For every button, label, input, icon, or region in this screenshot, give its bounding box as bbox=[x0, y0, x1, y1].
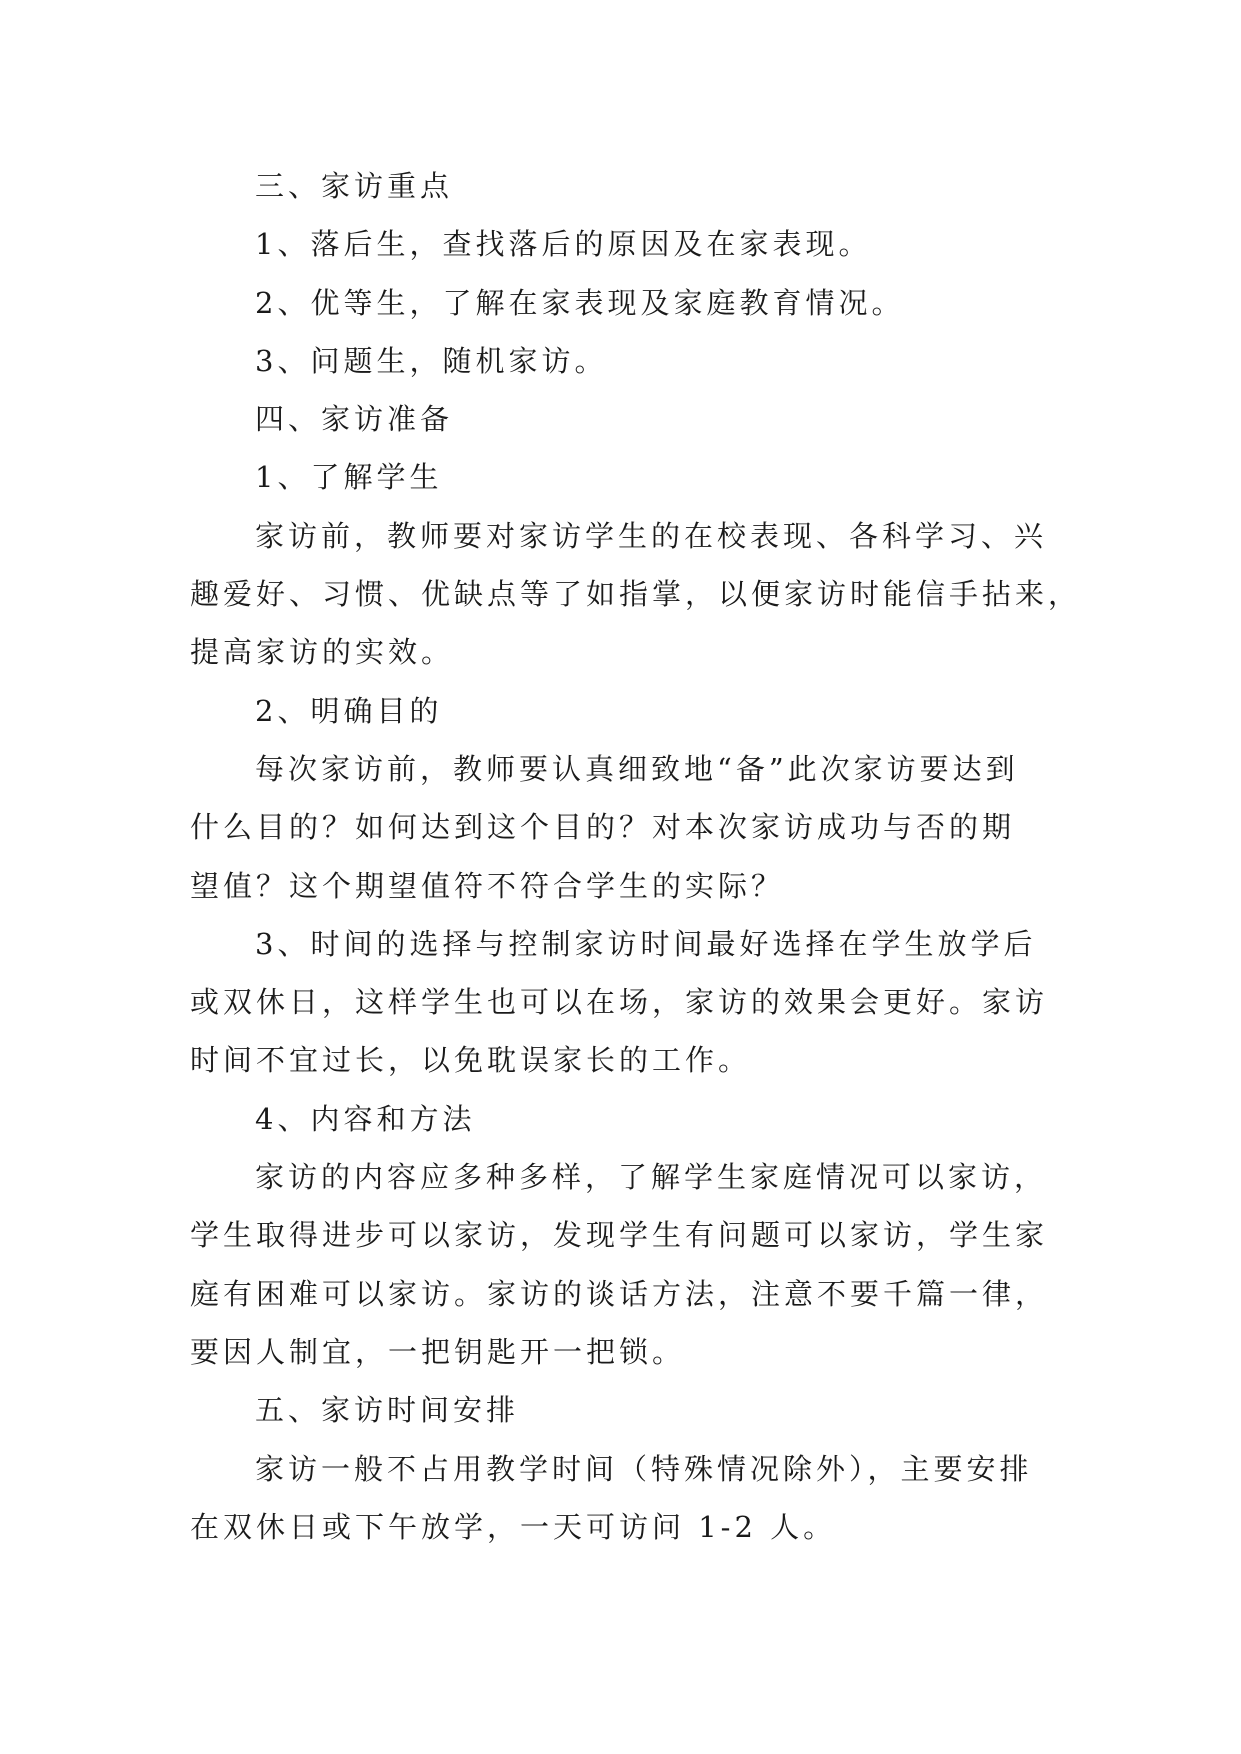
paragraph-line: 家访前，教师要对家访学生的在校表现、各科学习、兴 bbox=[255, 518, 1048, 553]
section-heading-schedule: 五、家访时间安排 bbox=[255, 1393, 520, 1428]
paragraph-line: 要因人制宜，一把钥匙开一把锁。 bbox=[190, 1334, 686, 1369]
paragraph-line: 1、落后生，查找落后的原因及在家表现。 bbox=[255, 227, 872, 262]
paragraph-line: 3、问题生，随机家访。 bbox=[255, 343, 608, 378]
paragraph-line: 提高家访的实效。 bbox=[190, 635, 455, 670]
paragraph-line: 3、时间的选择与控制家访时间最好选择在学生放学后 bbox=[255, 926, 1037, 961]
paragraph-line: 望值？这个期望值符不符合学生的实际？ bbox=[190, 868, 785, 903]
paragraph-line: 学生取得进步可以家访，发现学生有问题可以家访，学生家 bbox=[190, 1218, 1049, 1253]
paragraph-line: 或双休日，这样学生也可以在场，家访的效果会更好。家访 bbox=[190, 985, 1049, 1020]
paragraph-line: 每次家访前，教师要认真细致地“备”此次家访要达到 bbox=[255, 751, 1019, 786]
paragraph-line: 家访的内容应多种多样，了解学生家庭情况可以家访， bbox=[255, 1160, 1048, 1195]
section-heading-preparation: 四、家访准备 bbox=[255, 402, 454, 437]
subheading-understand-students: 1、了解学生 bbox=[255, 460, 443, 495]
paragraph-line: 在双休日或下午放学，一天可访问 1-2 人。 bbox=[190, 1509, 837, 1544]
paragraph-line: 什么目的？如何达到这个目的？对本次家访成功与否的期 bbox=[190, 810, 1016, 845]
section-heading-key-points: 三、家访重点 bbox=[255, 169, 454, 203]
paragraph-line: 家访一般不占用教学时间（特殊情况除外），主要安排 bbox=[255, 1451, 1033, 1486]
paragraph-line: 庭有困难可以家访。家访的谈话方法，注意不要千篇一律， bbox=[190, 1276, 1049, 1311]
document-body bbox=[190, 157, 1082, 1556]
subheading-content-methods: 4、内容和方法 bbox=[255, 1101, 476, 1136]
paragraph-line: 趣爱好、习惯、优缺点等了如指掌，以便家访时能信手拈来， bbox=[190, 577, 1082, 612]
subheading-clear-purpose: 2、明确目的 bbox=[255, 693, 443, 728]
paragraph-line: 2、优等生，了解在家表现及家庭教育情况。 bbox=[255, 285, 905, 320]
paragraph-line: 时间不宜过长，以免耽误家长的工作。 bbox=[190, 1043, 752, 1078]
